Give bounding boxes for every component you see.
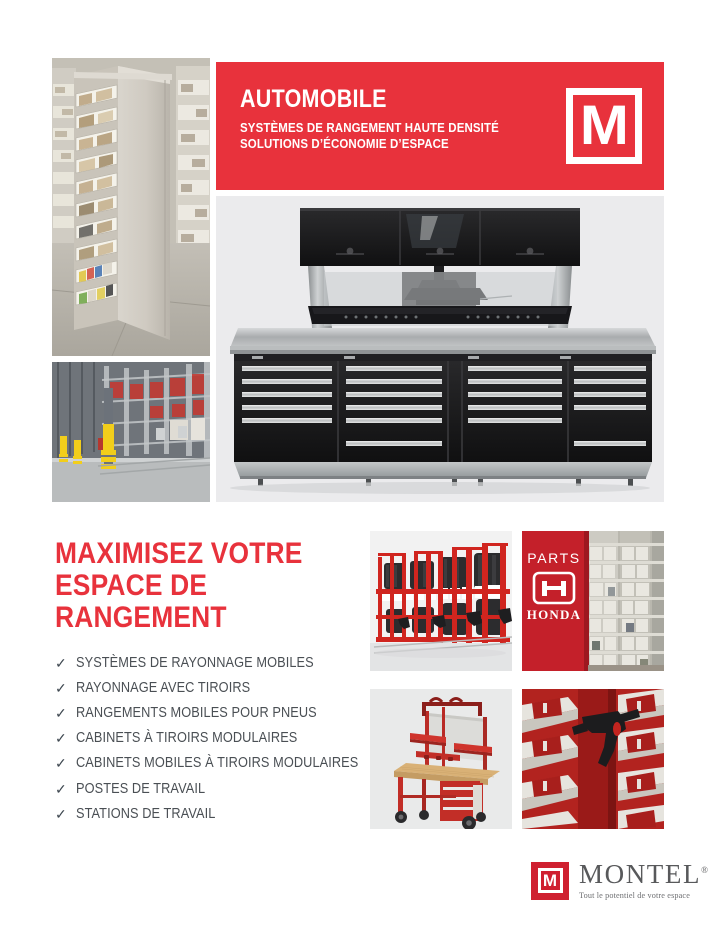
check-icon: ✓ <box>55 730 67 747</box>
hero-subtitle <box>240 120 501 152</box>
list-item <box>55 675 375 700</box>
list-item <box>55 801 375 826</box>
montel-footer-logo <box>531 861 708 900</box>
feature-label: STATIONS DE TRAVAIL <box>76 805 216 822</box>
red-mobile-workbench-photo <box>370 689 512 829</box>
hero-banner <box>216 62 664 190</box>
feature-label: CABINETS À TIROIRS MODULAIRES <box>76 730 298 747</box>
product-photo-grid <box>370 531 664 831</box>
hero-subtitle-line1: SYSTÈMES DE RANGEMENT HAUTE DENSITÉ <box>240 120 499 136</box>
hero-subtitle-line2: SOLUTIONS D’ÉCONOMIE D’ESPACE <box>240 136 449 152</box>
montel-wordmark-block <box>579 861 708 900</box>
list-item <box>55 650 375 675</box>
svg-text:HONDA: HONDA <box>526 607 582 622</box>
feature-label: CABINETS MOBILES À TIROIRS MODULAIRES <box>76 755 359 772</box>
black-workbench-tool-cabinet-photo <box>216 196 664 502</box>
check-icon: ✓ <box>55 755 67 772</box>
montel-wordmark <box>579 861 708 888</box>
feature-list <box>55 650 375 826</box>
feature-label: RANGEMENTS MOBILES POUR PNEUS <box>76 704 317 721</box>
list-item <box>55 751 375 776</box>
montel-m-letter: M <box>579 92 629 156</box>
honda-parts-department-photo <box>522 531 664 671</box>
montel-m-mark-inner <box>538 868 563 893</box>
page-headline <box>55 538 319 634</box>
hero-text-block <box>240 86 540 152</box>
list-item <box>55 776 375 801</box>
feature-label: POSTES DE TRAVAIL <box>76 780 206 797</box>
mobile-tire-racks-photo <box>370 531 512 671</box>
montel-m-letter: M <box>542 870 558 890</box>
list-item <box>55 700 375 725</box>
warehouse-racking-bollards-photo <box>52 362 210 502</box>
page-title: AUTOMOBILE <box>240 85 387 113</box>
headline-line1: MAXIMISEZ VOTRE <box>55 537 303 570</box>
list-item <box>55 726 375 751</box>
montel-m-mark-icon <box>566 88 642 164</box>
check-icon: ✓ <box>55 704 67 721</box>
montel-m-mark-icon <box>531 862 569 900</box>
feature-label: SYSTÈMES DE RAYONNAGE MOBILES <box>76 654 314 671</box>
shelving-bins-mechanism-photo <box>522 689 664 829</box>
mobile-shelving-with-parts-bins-photo <box>52 58 210 356</box>
montel-wordmark-text: MONTEL <box>579 859 702 889</box>
check-icon: ✓ <box>55 780 67 797</box>
headline-line2: ESPACE DE RANGEMENT <box>55 569 227 635</box>
check-icon: ✓ <box>55 654 67 671</box>
check-icon: ✓ <box>55 679 67 696</box>
montel-tagline: Tout le potentiel de votre espace <box>579 891 690 900</box>
feature-label: RAYONNAGE AVEC TIROIRS <box>76 679 251 696</box>
check-icon: ✓ <box>55 805 67 822</box>
svg-text:PARTS: PARTS <box>527 550 581 566</box>
registered-mark: ® <box>701 865 708 875</box>
